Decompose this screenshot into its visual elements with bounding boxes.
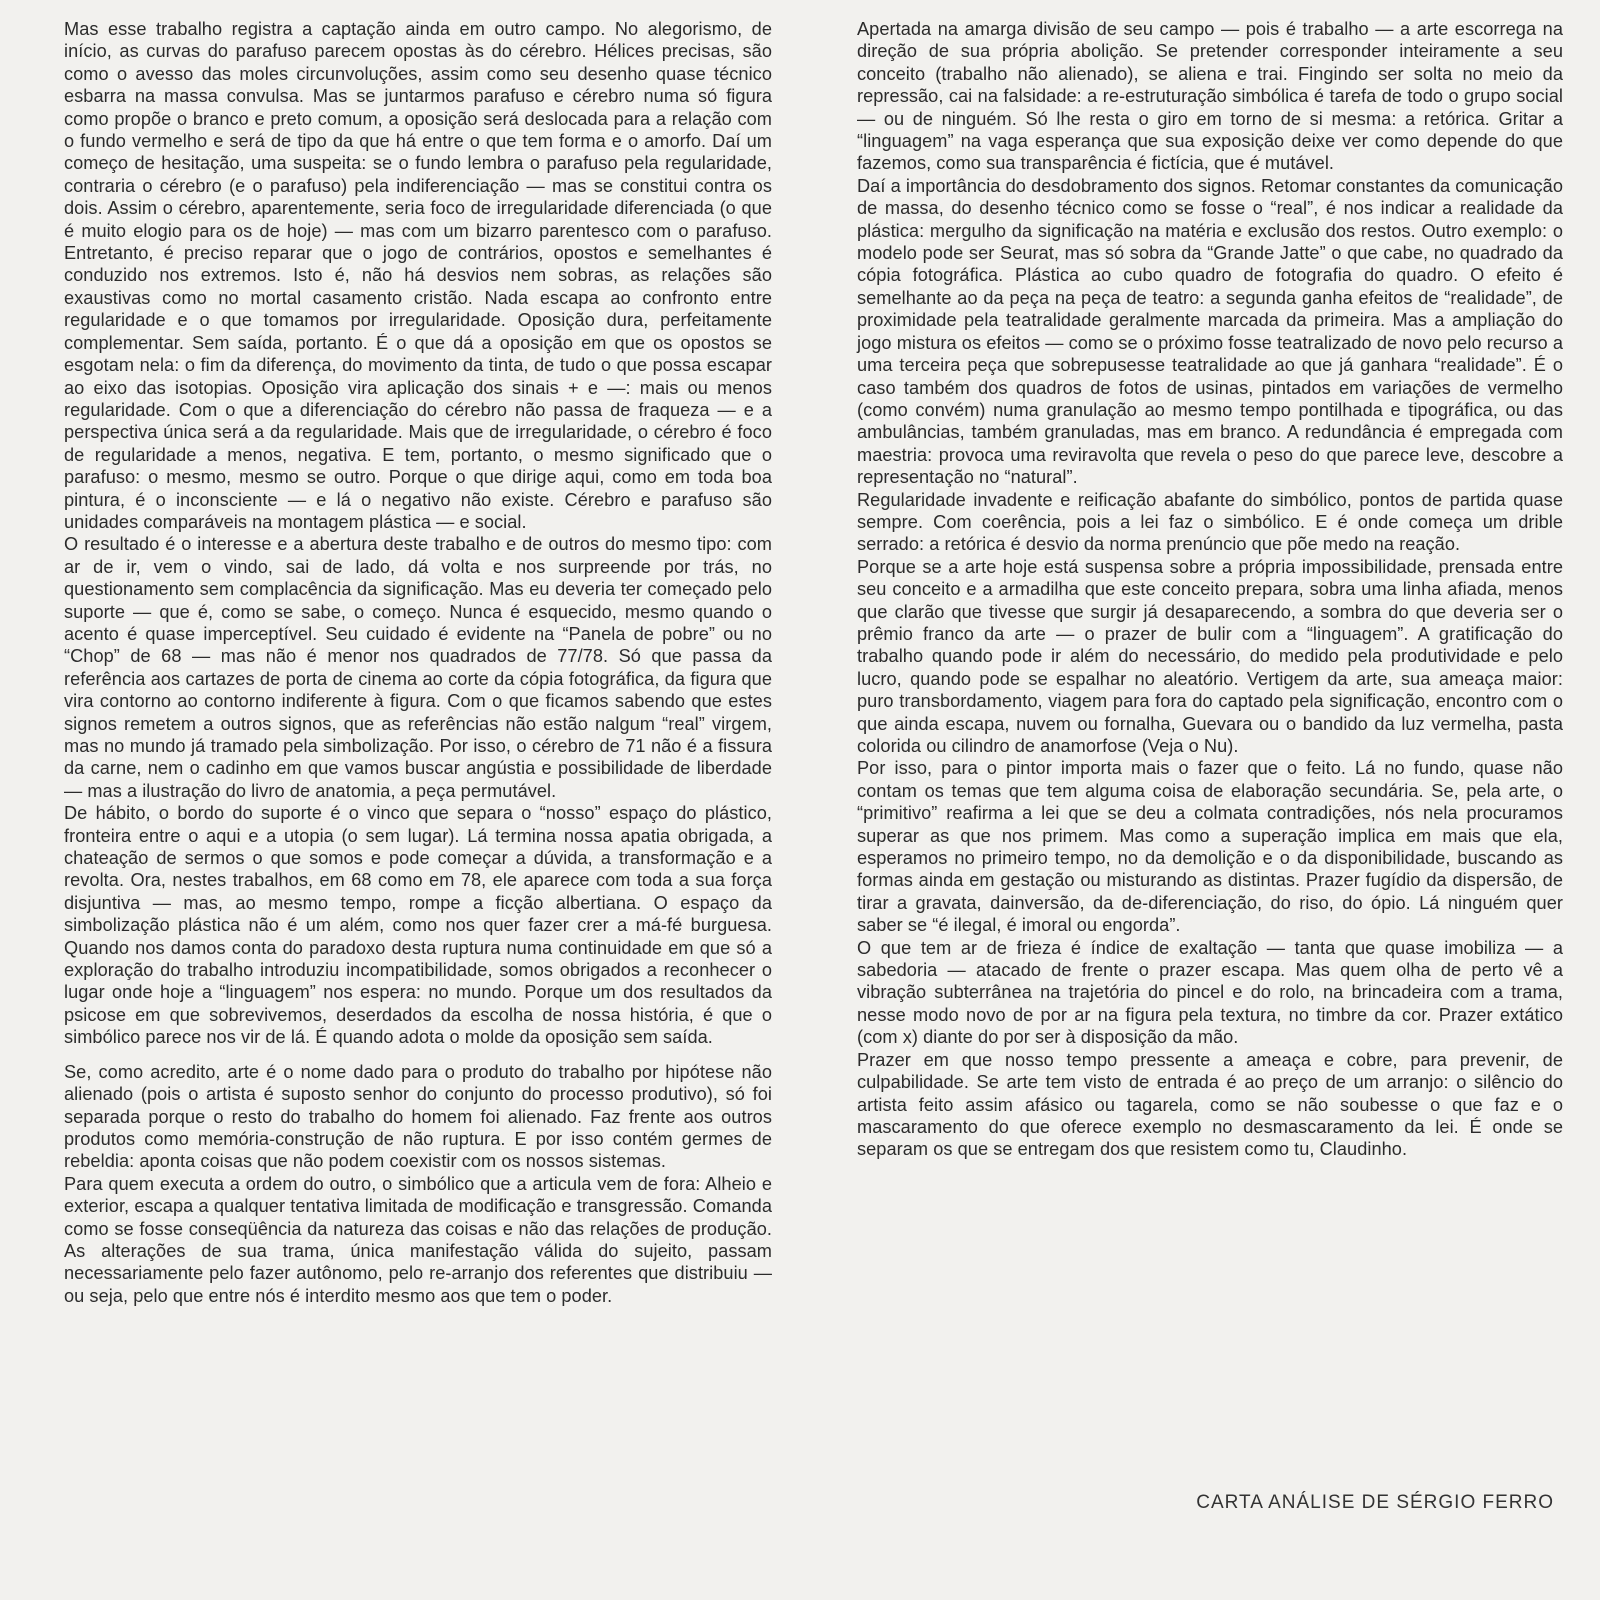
paragraph: De hábito, o bordo do suporte é o vinco que separa o “nosso” espaço do plástico, fronteira entre o aqui e a utopia (o sem lugar). Lá termina nossa apatia obrigada, a chateação de sermos o que somos e pode começar a dúvida, a transformação e a revolta. Ora, nestes trabalhos, em 68 como em 78, ele aparece com toda a sua força disjuntiva — mas, ao mesmo tempo, rompe a ficção albertiana. O espaço da simbolização plástica não é um além, como nos quer fazer crer a má-fé burguesa. Quando nos damos conta do paradoxo desta ruptura numa continuidade em que só a exploração do trabalho introduziu incompatibilidade, somos obrigados a reconhecer o lugar onde hoje a “linguagem” nos espera: no mundo. Porque um dos resultados da psicose em que sobrevivemos, deserdados da escolha de nossa história, é que o simbólico parece nos vir de lá. É quando adota o molde da oposição sem saída. — [64, 803, 772, 1048]
left-text-column — [64, 18, 772, 1307]
paragraph: Por isso, para o pintor importa mais o fazer que o feito. Lá no fundo, quase não contam os temas que tem alguma coisa de elaboração secundária. Se, pela arte, o “primitivo” reafirma a lei que se deu a colmata contradições, nós nela procuramos superar as que nos primem. Mas como a superação implica em mais que ela, esperamos no primeiro tempo, no da demolição e o da disponibilidade, buscando as formas ainda em gestação ou misturando as distintas. Prazer fugídio da dispersão, de tirar a gravata, dainversão, da de-diferenciação, do riso, do ópio. Lá ninguém quer saber se “é ilegal, é imoral ou engorda”. — [857, 758, 1563, 936]
paragraph: Porque se a arte hoje está suspensa sobre a própria impossibilidade, prensada entre seu conceito e a armadilha que este conceito prepara, sobra uma linha afiada, menos que clarão que tivesse que surgir já desaparecendo, a sombra do que deveria ser o prêmio franco da arte — o prazer de bulir com a “linguagem”. A gratificação do trabalho quando pode ir além do necessário, do medido pela produtividade e pelo lucro, quando pode se espalhar no aleatório. Vertigem da arte, sua ameaça maior: puro transbordamento, viagem para fora do captado pela significação, encontro com o que ainda escapa, nuvem ou fornalha, Guevara ou o bandido da luz vermelha, pasta colorida ou cilindro de anamorfose (Veja o Nu). — [857, 556, 1563, 756]
paragraph: Para quem executa a ordem do outro, o simbólico que a articula vem de fora: Alheio e exterior, escapa a qualquer tentativa limitada de modificação e transgressão. Comanda como se fosse conseqüência da natureza das coisas e não das relações de produção. As alterações de sua trama, única manifestação válida do sujeito, passam necessariamente pelo fazer autônomo, pelo re-arranjo dos referentes que distribuiu — ou seja, pelo que entre nós é interdito mesmo aos que tem o poder. — [64, 1173, 772, 1306]
paragraph: O resultado é o interesse e a abertura deste trabalho e de outros do mesmo tipo: com ar de ir, vem o vindo, sai de lado, dá volta e nos surpreende por trás, no questionamento sem complacência da significação. Mas eu deveria ter começado pelo suporte — que é, como se sabe, o começo. Nunca é esquecido, mesmo quando o acento é quase imperceptível. Seu cuidado é evidente na “Panela de pobre” ou no “Chop” de 68 — mas não é menor nos quadrados de 77/78. Só que passa da referência aos cartazes de porta de cinema ao corte da cópia fotográfica, da figura que vira contorno ao contorno indiferente à figura. Com o que ficamos sabendo que estes signos remetem a outros signos, que as referências não estão nalgum “real” virgem, mas no mundo já tramado pela simbolização. Por isso, o cérebro de 71 não é a fissura da carne, nem o cadinho em que vamos buscar angústia e possibilidade de liberdade — mas a ilustração do livro de anatomia, a peça permutável. — [64, 534, 772, 801]
paragraph: Se, como acredito, arte é o nome dado para o produto do trabalho por hipótese não alienado (pois o artista é suposto senhor do conjunto do processo produtivo), só foi separada porque o resto do trabalho do homem foi alienado. Faz frente aos outros produtos como memória-construção de não ruptura. E por isso contém germes de rebeldia: aponta coisas que não podem coexistir com os nossos sistemas. — [64, 1061, 772, 1172]
right-text-column — [857, 18, 1563, 1161]
paragraph: Prazer em que nosso tempo pressente a ameaça e cobre, para prevenir, de culpabilidade. Se arte tem visto de entrada é ao preço de um arranjo: o silêncio do artista feito assim afásico ou tagarela, como se não soubesse o que faz e o mascaramento do que oferece exemplo no desmascaramento da lei. É onde se separam os que se entregam dos que resistem como tu, Claudinho. — [857, 1049, 1563, 1160]
paragraph: Regularidade invadente e reificação abafante do simbólico, pontos de partida quase sempre. Com coerência, pois a lei faz o simbólico. E é onde começa um drible serrado: a retórica é desvio da norma prenúncio que põe medo na reação. — [857, 489, 1563, 555]
paragraph: Daí a importância do desdobramento dos signos. Retomar constantes da comunicação de massa, do desenho técnico como se fosse o “real”, é nos indicar a realidade da plástica: mergulho da significação na matéria e exclusão dos restos. Outro exemplo: o modelo pode ser Seurat, mas só sobra da “Grande Jatte” o que cabe, no quadrado da cópia fotográfica. Plástica ao cubo quadro de fotografia do quadro. O efeito é semelhante ao da peça na peça de teatro: a segunda ganha efeitos de “realidade”, de proximidade pela teatralidade geralmente marcada da primeira. Mas a ampliação do jogo mistura os efeitos — como se o próximo fosse teatralizado de novo pelo recurso a uma terceira peça que sobrepusesse teatralidade ao que já ganhara “realidade”. É o caso também dos quadros de fotos de usinas, pintados em variações de vermelho (como convém) numa granulação ao mesmo tempo pontilhada e tipográfica, ou das ambulâncias, também granuladas, mas em branco. A redundância é empregada com maestria: provoca uma reviravolta que revela o peso do que parece leve, descobre a representação no “natural”. — [857, 175, 1563, 488]
paragraph: Apertada na amarga divisão de seu campo — pois é trabalho — a arte escorrega na direção de sua própria abolição. Se pretender corresponder inteiramente a seu conceito (trabalho não alienado), se aliena e trai. Fingindo ser solta no meio da repressão, cai na falsidade: a re-estruturação simbólica é tarefa de todo o grupo social — ou de ninguém. Só lhe resta o giro em torno de si mesma: a retórica. Gritar a “linguagem” na vaga esperança que sua exposição deixe ver como depende do que fazemos, como sua transparência é fictícia, que é mutável. — [857, 19, 1563, 174]
author-signature: CARTA ANÁLISE DE SÉRGIO FERRO — [1196, 1492, 1554, 1513]
paragraph: O que tem ar de frieza é índice de exaltação — tanta que quase imobiliza — a sabedoria — atacado de frente o prazer escapa. Mas quem olha de perto vê a vibração subterrânea na trajetória do pincel e do rolo, na brincadeira com a trama, nesse modo novo de por ar na figura pela textura, no timbre da cor. Prazer extático (com x) diante do por ser à disposição da mão. — [857, 937, 1563, 1048]
paragraph: Mas esse trabalho registra a captação ainda em outro campo. No alegorismo, de início, as curvas do parafuso parecem opostas às do cérebro. Hélices precisas, são como o avesso das moles circunvoluções, assim como seu desenho quase técnico esbarra na massa convulsa. Mas se juntarmos parafuso e cérebro numa só figura como propõe o branco e preto comum, a oposição será deslocada para a relação com o fundo vermelho e será de tipo da que há entre o que tem forma e o amorfo. Daí um começo de hesitação, uma suspeita: se o fundo lembra o parafuso pela regularidade, contraria o cérebro (e o parafuso) pela indiferenciação — mas se constitui contra os dois. Assim o cérebro, aparentemente, seria foco de irregularidade diferenciada (o que é muito elogio para os de hoje) — mas com um bizarro parentesco com o parafuso. Entretanto, é preciso reparar que o jogo de contrários, opostos e semelhantes é conduzido nos extremos. Isto é, não há desvios nem sobras, as relações são exaustivas como no mortal casamento cristão. Nada escapa ao confronto entre regularidade e o que tomamos por irregularidade. Oposição dura, perfeitamente complementar. Sem saída, portanto. É o que dá a oposição em que os opostos se esgotam nela: o fim da diferença, do movimento da tinta, de tudo o que possa escapar ao eixo das isotopias. Oposição vira aplicação dos sinais + e —: mais ou menos regularidade. Com o que a diferenciação do cérebro não passa de fraqueza — e a perspectiva única será a da regularidade. Mais que de irregularidade, o cérebro é foco de regularidade a menos, negativa. E tem, portanto, o mesmo significado que o parafuso: o mesmo, mesmo se outro. Porque o que dirige aqui, como em toda boa pintura, é o inconsciente — e lá o negativo não existe. Cérebro e parafuso são unidades comparáveis na montagem plástica — e social. — [64, 19, 772, 532]
